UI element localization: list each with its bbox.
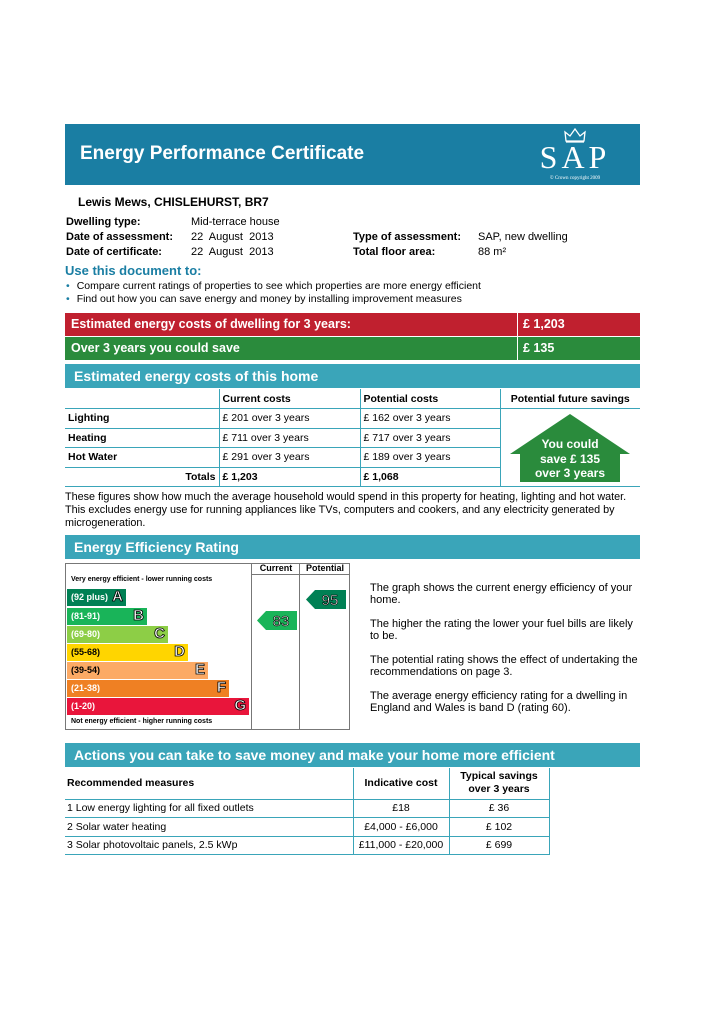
use-bullet: • Find out how you can save energy and money by installing improvement measures [66, 293, 462, 305]
sap-logo [520, 127, 630, 182]
logo-copyright: © Crown copyright 2009 [549, 176, 601, 181]
col-future-savings: Potential future savings [500, 389, 640, 409]
use-document-title: Use this document to: [65, 263, 202, 278]
potential-rating-arrow [306, 590, 346, 609]
costs-note: These figures show how much the average household would spend in this property for heating, lighting and hot water. This excludes energy use for running appliances like TVs, computers and cookers, and any electricity generated by microgeneration. [65, 491, 627, 529]
bottom-note: Not energy efficient - higher running costs [71, 718, 213, 725]
assessment-type-value: SAP, new dwelling [478, 231, 568, 243]
estimated-costs-label: Estimated energy costs of dwelling for 3 years: [71, 317, 351, 331]
rating-note: The graph shows the current energy efficiency of your home. [370, 582, 633, 606]
savings-arrow-icon [508, 412, 632, 484]
band-a: (92 plus) A [67, 589, 126, 606]
table-row: Hot Water £ 291 over 3 years £ 189 over 3 years [65, 448, 640, 468]
band-f: (21-38) F [67, 680, 229, 697]
band-b: (81-91) B [67, 608, 147, 625]
costs-section-title: Estimated energy costs of this home [65, 364, 640, 388]
potential-rating-value: 95 [321, 592, 339, 609]
col-potential: Potential [305, 563, 344, 573]
table-row: 2 Solar water heating £4,000 - £6,000 £ 102 [65, 818, 549, 837]
table-row: 3 Solar photovoltaic panels, 2.5 kWp £11,000 - £20,000 £ 699 [65, 836, 549, 855]
col-indicative-cost: Indicative cost [353, 768, 449, 799]
sap-logo-text: SAP [539, 139, 611, 175]
estimated-costs-bar [65, 313, 640, 336]
col-recommended-measures: Recommended measures [65, 768, 353, 799]
assessment-date-label: Date of assessment: [66, 231, 173, 243]
band-c: (69-80) C [67, 626, 168, 643]
band-g: (1-20) G [67, 698, 249, 715]
certificate-header [65, 124, 640, 185]
rating-note: The higher the rating the lower your fuel bills are likely to be. [370, 618, 633, 642]
could-save-bar [65, 337, 640, 360]
table-header-row [65, 389, 640, 409]
totals-row: Totals £ 1,203 £ 1,068 [65, 467, 640, 487]
savings-line-2: save £ 135 [539, 452, 601, 466]
assessment-type-label: Type of assessment: [353, 231, 462, 243]
could-save-value: £ 135 [517, 337, 554, 360]
rating-section-title: Energy Efficiency Rating [65, 535, 640, 559]
savings-line-1: You could [541, 437, 599, 451]
could-save-label: Over 3 years you could save [71, 341, 240, 355]
actions-table [65, 768, 550, 855]
table-row: Lighting £ 201 over 3 years £ 162 over 3 years [65, 409, 640, 429]
current-rating-value: 83 [272, 613, 290, 630]
table-row: 1 Low energy lighting for all fixed outlets £18 £ 36 [65, 799, 549, 818]
dwelling-type-label: Dwelling type: [66, 216, 141, 228]
efficiency-rating-chart [65, 563, 350, 730]
current-rating-arrow [257, 611, 297, 630]
actions-section-title: Actions you can take to save money and make your home more efficient [65, 743, 640, 767]
col-typical-savings: Typical savings over 3 years [449, 768, 549, 799]
col-current: Current [259, 563, 293, 573]
floor-area-label: Total floor area: [353, 246, 436, 258]
certificate-date-label: Date of certificate: [66, 246, 162, 258]
rating-note: The potential rating shows the effect of undertaking the recommendations on page 3. [370, 654, 638, 678]
savings-line-3: over 3 years [534, 466, 606, 480]
use-bullet: • Compare current ratings of properties to see which properties are more energy efficient [66, 280, 481, 292]
top-note: Very energy efficient - lower running costs [71, 576, 213, 583]
band-e: (39-54) E [67, 662, 208, 679]
page-title: Energy Performance Certificate [80, 143, 365, 164]
rating-note: The average energy efficiency rating for a dwelling in England and Wales is band D (rating 60). [370, 690, 628, 714]
dwelling-type-value: Mid-terrace house [191, 216, 280, 228]
table-header-row [65, 768, 549, 799]
col-potential-costs: Potential costs [360, 389, 500, 409]
property-address: Lewis Mews, CHISLEHURST, BR7 [78, 195, 269, 209]
floor-area-value: 88 m² [478, 246, 507, 258]
certificate-date-value: 22 August 2013 [191, 246, 274, 258]
col-current-costs: Current costs [219, 389, 360, 409]
assessment-date-value: 22 August 2013 [191, 231, 274, 243]
band-d: (55-68) D [67, 644, 188, 661]
estimated-costs-value: £ 1,203 [517, 313, 565, 336]
table-row: Heating £ 711 over 3 years £ 717 over 3 years [65, 428, 640, 448]
